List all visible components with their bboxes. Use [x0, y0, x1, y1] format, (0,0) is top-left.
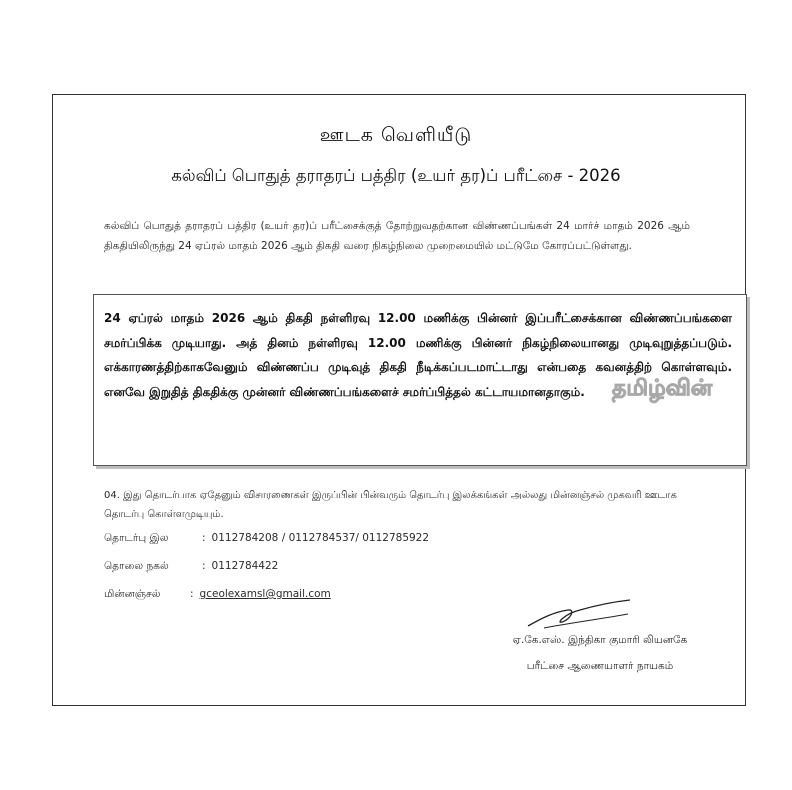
email-label: மின்னஞ்சல்: [104, 588, 161, 600]
phone-value: 0112784208 / 0112784537/ 0112785922: [211, 532, 430, 544]
signature-image: [524, 598, 634, 632]
email-separator: :: [190, 588, 194, 600]
email-row: [104, 588, 331, 601]
notice-text: 24 ஏப்ரல் மாதம் 2026 ஆம் திகதி நள்ளிரவு 12.00 மணிக்கு பின்னர் இப்பரீட்சைக்கான விண்ணப்பங்களை சமர்ப்பிக்க முடியாது. அத் தினம் நள்ளிரவு 12.00 மணிக்கு பின்னர் நிகழ்நிலையானது முடிவுறுத்தப்படும். எக்காரணத்திற்காகவேனும் விண்ணப்ப முடிவுத் திகதி நீடிக்கப்படமாட்டாது என்பதை கவனத்திற் கொள்ளவும். எனவே இறுதித் திகதிக்கு முன்னர் விண்ணப்பங்களைச் சமர்ப்பித்தல் கட்டாயமானதாகும்.: [104, 311, 732, 399]
phone-row: [104, 532, 429, 545]
intro-paragraph: கல்விப் பொதுத் தராதரப் பத்திர (உயர் தர)ப் பரீட்சைக்குத் தோற்றுவதற்கான விண்ணப்பங்கள் 24 மார்ச் மாதம் 2026 ஆம் திகதியிலிருந்து 24 ஏப்ரல் மாதம் 2026 ஆம் திகதி வரை நிகழ்நிலை முறைமையில் மட்டுமே கோரப்பட்டுள்ளது.: [104, 220, 690, 252]
document-subtitle: கல்விப் பொதுத் தராதரப் பத்திர (உயர் தர)ப் பரீட்சை - 2026: [171, 166, 621, 185]
fax-value: 0112784422: [211, 560, 279, 572]
document-title: ஊடக வெளியீடு: [319, 124, 473, 146]
email-link[interactable]: gceolexamsl@gmail.com: [199, 588, 331, 600]
phone-label: தொடர்பு இல: [104, 532, 169, 544]
fax-label: தொலை நகல்: [104, 560, 169, 572]
phone-separator: :: [202, 532, 206, 544]
signatory-role: பரீட்சை ஆணையாளர் நாயகம்: [526, 660, 674, 672]
fax-row: [104, 560, 278, 573]
watermark: தமிழ்வின்: [612, 376, 713, 401]
fax-separator: :: [202, 560, 206, 572]
enquiry-paragraph: 04. இது தொடர்பாக ஏதேனும் விசாரணைகள் இருப்பின் பின்வரும் தொடர்பு இலக்கங்கள் அல்லது மின்னஞ்சல் முகவரி ஊடாக தொடர்பு கொள்ளமுடியும்.: [104, 490, 677, 520]
signatory-name: ஏ.கே.எஸ். இந்திகா குமாரி லியனகே: [512, 634, 688, 646]
